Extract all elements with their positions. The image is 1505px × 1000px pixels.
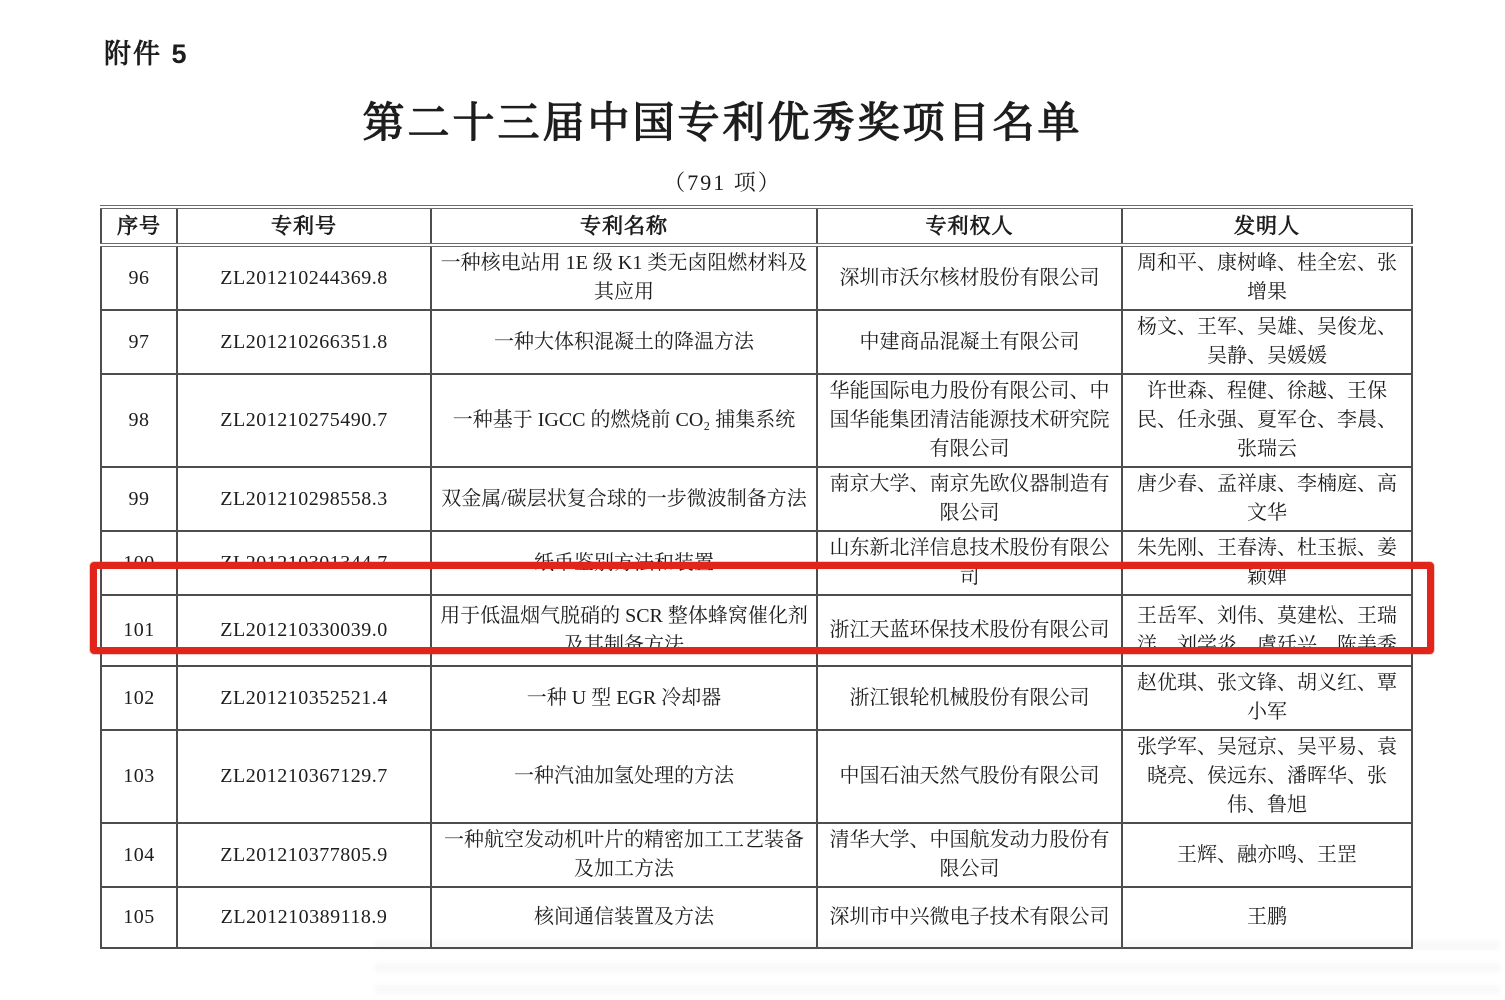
cell-patent-name: 纸币鉴别方法和装置 [431,531,817,595]
cell-patentee: 山东新北洋信息技术股份有限公司 [817,531,1122,595]
item-count-subtitle: （791 项） [663,170,782,195]
page-bleedthrough-artifact [375,932,1500,994]
cell-index: 104 [101,823,177,887]
cell-inventors: 王岳军、刘伟、莫建松、王瑞洋、刘学炎、虞廷兴、陈美秀 [1122,595,1412,666]
cell-patentee: 浙江天蓝环保技术股份有限公司 [817,595,1122,666]
cell-index: 98 [101,374,177,467]
table-row-highlighted [101,595,1412,666]
patent-award-table [100,205,1413,949]
cell-patent-number: ZL201210330039.0 [177,595,431,666]
cell-patent-name: 一种核电站用 1E 级 K1 类无卤阻燃材料及其应用 [431,245,817,310]
cell-patent-number: ZL201210266351.8 [177,310,431,374]
cell-patent-name: 核间通信装置及方法 [431,887,817,948]
cell-patentee: 中建商品混凝土有限公司 [817,310,1122,374]
table-row [101,374,1412,467]
table-row [101,823,1412,887]
cell-index: 96 [101,245,177,310]
col-header-patentee: 专利权人 [817,207,1122,245]
cell-index: 105 [101,887,177,948]
cell-patent-number: ZL201210352521.4 [177,666,431,730]
cell-patent-number: ZL201210377805.9 [177,823,431,887]
cell-inventors: 唐少春、孟祥康、李楠庭、高文华 [1122,467,1412,531]
cell-patent-name: 一种汽油加氢处理的方法 [431,730,817,823]
page-title: 第二十三届中国专利优秀奖项目名单 [362,99,1083,146]
table-row [101,245,1412,310]
cell-patent-number: ZL201210244369.8 [177,245,431,310]
cell-patent-name: 双金属/碳层状复合球的一步微波制备方法 [431,467,817,531]
cell-inventors: 许世森、程健、徐越、王保民、任永强、夏军仓、李晨、张瑞云 [1122,374,1412,467]
cell-patentee: 清华大学、中国航发动力股份有限公司 [817,823,1122,887]
cell-inventors: 张学军、吴冠京、吴平易、袁晓亮、侯远东、潘晖华、张伟、鲁旭 [1122,730,1412,823]
header-row [101,207,1412,245]
table-row [101,730,1412,823]
cell-patent-name: 一种航空发动机叶片的精密加工工艺装备及加工方法 [431,823,817,887]
cell-patentee: 中国石油天然气股份有限公司 [817,730,1122,823]
table-row [101,666,1412,730]
cell-patent-name: 用于低温烟气脱硝的 SCR 整体蜂窝催化剂及其制备方法 [431,595,817,666]
cell-patent-number: ZL201210367129.7 [177,730,431,823]
table-row [101,467,1412,531]
cell-inventors: 朱先刚、王春涛、杜玉振、姜颖婵 [1122,531,1412,595]
cell-patent-name: 一种基于 IGCC 的燃烧前 CO₂ 捕集系统 [431,374,817,467]
col-header-inventors: 发明人 [1122,207,1412,245]
cell-patent-number: ZL201210298558.3 [177,467,431,531]
cell-index: 103 [101,730,177,823]
cell-patentee: 浙江银轮机械股份有限公司 [817,666,1122,730]
col-header-index: 序号 [101,207,177,245]
table-row [101,310,1412,374]
cell-patent-number: ZL201210389118.9 [177,887,431,948]
cell-index: 102 [101,666,177,730]
cell-patentee: 深圳市中兴微电子技术有限公司 [817,887,1122,948]
cell-patent-name: 一种 U 型 EGR 冷却器 [431,666,817,730]
cell-index: 101 [101,595,177,666]
cell-patent-number: ZL201210301344.7 [177,531,431,595]
cell-patentee: 南京大学、南京先欧仪器制造有限公司 [817,467,1122,531]
cell-inventors: 杨文、王军、吴雄、吴俊龙、吴静、吴媛媛 [1122,310,1412,374]
cell-inventors: 周和平、康树峰、桂全宏、张增果 [1122,245,1412,310]
cell-patent-number: ZL201210275490.7 [177,374,431,467]
cell-patentee: 华能国际电力股份有限公司、中国华能集团清洁能源技术研究院有限公司 [817,374,1122,467]
cell-inventors: 王辉、融亦鸣、王罡 [1122,823,1412,887]
attachment-label: 附件 5 [104,39,189,69]
table-row [101,531,1412,595]
cell-index: 100 [101,531,177,595]
col-header-patent-number: 专利号 [177,207,431,245]
cell-inventors: 赵优琪、张文锋、胡义红、覃小军 [1122,666,1412,730]
cell-patentee: 深圳市沃尔核材股份有限公司 [817,245,1122,310]
cell-inventors: 王鹏 [1122,887,1412,948]
cell-index: 97 [101,310,177,374]
cell-patent-name: 一种大体积混凝土的降温方法 [431,310,817,374]
col-header-patent-name: 专利名称 [431,207,817,245]
cell-index: 99 [101,467,177,531]
